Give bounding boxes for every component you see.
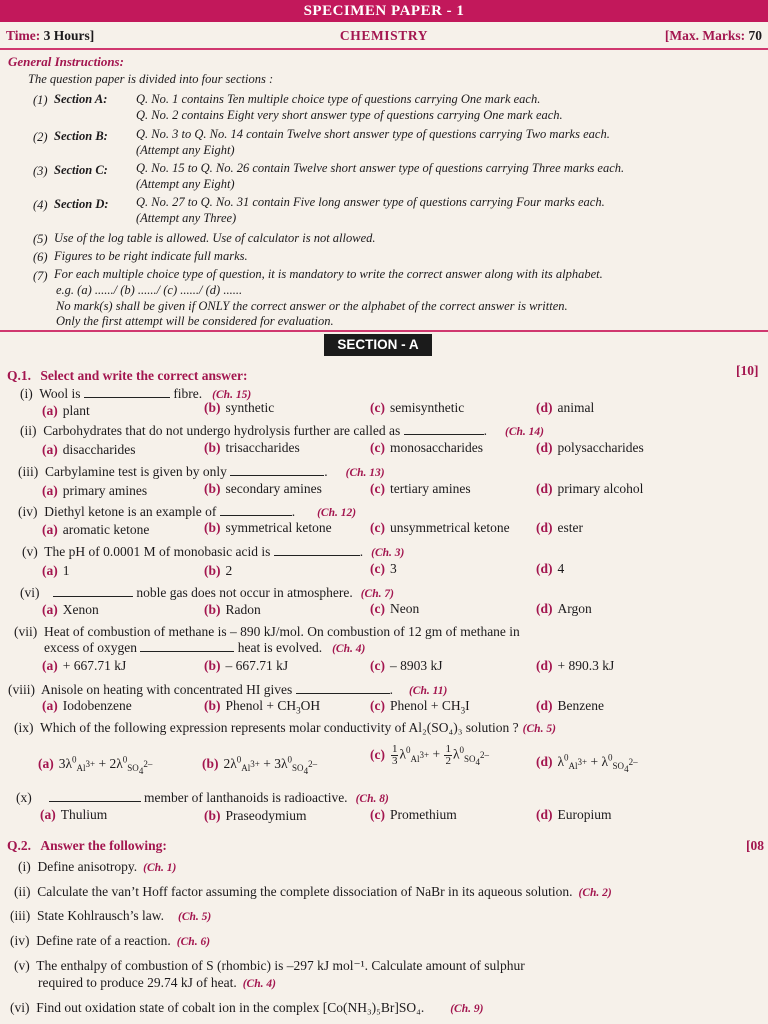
option-b: (b) secondary amines xyxy=(204,481,322,496)
instruction-section: Section D: xyxy=(54,197,109,211)
instructions-title: General Instructions: xyxy=(8,54,124,69)
item-text: Diethyl ketone is an example of xyxy=(44,504,217,519)
instruction-num: (7) xyxy=(33,269,48,283)
marks-label: [Max. Marks: xyxy=(664,28,746,43)
item-text: Carbohydrates that do not undergo hydrolysis further are called as xyxy=(43,423,401,438)
instruction-line: Q. No. 2 contains Eight very short answer type of questions carrying One mark each. xyxy=(136,108,563,122)
chapter-ref: (Ch. 9) xyxy=(450,1003,484,1015)
instruction-line: No mark(s) shall be given if ONLY the correct answer or the alphabet of the correct answer is written. xyxy=(56,299,568,313)
instruction-num: (2) xyxy=(33,130,48,144)
item-text: heat is evolved. xyxy=(237,640,323,655)
header-row xyxy=(6,26,762,46)
option-d: (d) Argon xyxy=(536,601,592,616)
q2-marks: [08 xyxy=(746,838,764,853)
option-c: (c) Promethium xyxy=(370,807,457,822)
item-number: (iv) xyxy=(10,933,30,948)
instruction-line: For each multiple choice type of question, it is mandatory to write the correct answer along with its alphabet. xyxy=(54,267,603,281)
time-label: Time: xyxy=(6,28,41,43)
instruction-line: (Attempt any Eight) xyxy=(136,177,235,191)
option-text: animal xyxy=(557,400,595,415)
option-d: (d) $\lambda^0_{Al^{3+}} + \lambda^0_{SO_4^{2-}}$ xyxy=(536,752,638,774)
instruction-line: e.g. (a) ....../ (b) ....../ (c) ....../ (d) ...... xyxy=(56,283,243,297)
chapter-ref: (Ch. 5) xyxy=(522,723,556,735)
answer-blank xyxy=(230,464,324,476)
option-a: (a) disaccharides xyxy=(42,442,136,457)
instruction-line: Q. No. 27 to Q. No. 31 contain Five long answer type of questions carrying Four marks each. xyxy=(136,195,605,209)
item-number: (ii) xyxy=(14,884,31,899)
item-number: (v) xyxy=(14,958,30,973)
chapter-ref: (Ch. 15) xyxy=(212,389,252,401)
option-b: (b) – 667.71 kJ xyxy=(204,658,289,673)
question-item xyxy=(20,423,544,439)
item-number: (i) xyxy=(20,386,33,401)
chapter-ref: (Ch. 6) xyxy=(176,936,211,948)
option-c: (c) tertiary amines xyxy=(370,481,471,496)
q2-item xyxy=(10,933,210,949)
option-c: (c) Neon xyxy=(370,601,420,616)
chapter-ref: (Ch. 5) xyxy=(177,911,212,923)
option-d: (d) Europium xyxy=(536,807,612,822)
instruction-section: Section B: xyxy=(54,129,108,143)
item-text: . xyxy=(359,544,364,559)
option-d: (d) ester xyxy=(536,520,583,535)
option-a: (a) primary amines xyxy=(42,483,148,498)
chapter-ref: (Ch. 14) xyxy=(505,426,545,438)
instruction-num: (4) xyxy=(33,198,48,212)
item-text: The enthalpy of combustion of S (rhombic) is –297 kJ mol⁻¹. Calculate amount of sulphur xyxy=(36,958,525,973)
instruction-num: (3) xyxy=(33,164,48,178)
item-text: Carbylamine test is given by only xyxy=(45,464,227,479)
chapter-ref: (Ch. 7) xyxy=(360,588,394,600)
item-number: (viii) xyxy=(8,682,35,697)
option-a: (a) + 667.71 kJ xyxy=(42,658,127,673)
instruction-line: (Attempt any Eight) xyxy=(136,143,235,157)
item-text: Calculate the van’t Hoff factor assuming the complete dissociation of NaBr in its aqueous solution. xyxy=(37,884,573,899)
subject-title: CHEMISTRY xyxy=(339,28,429,43)
item-text: Which of the following expression represents molar conductivity of Al₂(SO₄)₃ solution ? xyxy=(40,720,519,735)
item-number: (i) xyxy=(18,859,31,874)
answer-blank xyxy=(53,585,133,597)
instruction-line: (Attempt any Three) xyxy=(136,211,237,225)
option-b: (b) Praseodymium xyxy=(204,808,307,823)
q1-heading xyxy=(7,368,247,384)
header-divider xyxy=(0,48,768,50)
item-text: The pH of 0.0001 M of monobasic acid is xyxy=(44,544,271,559)
option-b: (b) trisaccharides xyxy=(204,440,300,455)
instruction-num: (1) xyxy=(33,93,48,107)
answer-blank xyxy=(274,544,360,556)
option-b: (b) symmetrical ketone xyxy=(204,520,332,535)
option-a: (a) 1 xyxy=(42,563,70,578)
chapter-ref: (Ch. 4) xyxy=(332,643,366,655)
option-a: (a) Iodobenzene xyxy=(42,698,132,713)
item-number: (v) xyxy=(22,544,38,559)
item-text: excess of oxygen xyxy=(44,640,137,655)
chapter-ref: (Ch. 12) xyxy=(317,507,357,519)
instruction-section: Section A: xyxy=(54,92,108,106)
marks-info xyxy=(665,28,762,44)
item-text: member of lanthanoids is radioactive. xyxy=(144,790,348,805)
item-number: (vii) xyxy=(14,624,38,639)
section-a-heading: SECTION - A xyxy=(324,334,432,356)
question-item xyxy=(22,544,404,560)
q2-item xyxy=(10,1000,483,1016)
question-item xyxy=(18,464,385,480)
q1-title: Select and write the correct answer: xyxy=(40,368,248,383)
instruction-line: Q. No. 15 to Q. No. 26 contain Twelve short answer type of questions carrying Three marks each. xyxy=(136,161,625,175)
question-item xyxy=(8,682,447,698)
instruction-num: (5) xyxy=(33,232,48,246)
option-text: plant xyxy=(62,403,90,418)
chapter-ref: (Ch. 8) xyxy=(355,793,389,805)
item-number: (vi) xyxy=(10,1000,30,1015)
item-number: (x) xyxy=(16,790,32,805)
q2-number: Q.2. xyxy=(7,838,32,853)
q1-number: Q.1. xyxy=(7,368,32,383)
chapter-ref: (Ch. 11) xyxy=(408,685,448,697)
q2-item xyxy=(14,958,525,974)
answer-blank xyxy=(140,640,234,652)
item-text: Define rate of a reaction. xyxy=(36,933,171,948)
item-text: fibre. xyxy=(173,386,203,401)
instructions-divider xyxy=(0,330,768,332)
option-a: (a) $3\lambda^0_{Al^{3+}} + 2\lambda^0_{SO_4^{2-}}$ xyxy=(38,754,153,776)
option-a: (a) plant xyxy=(42,403,90,418)
question-item xyxy=(16,790,389,806)
option-b: (b) Phenol + $CH_3OH$ xyxy=(204,698,321,716)
question-item-continued xyxy=(44,640,365,656)
option-d: (d) Benzene xyxy=(536,698,604,713)
question-item xyxy=(14,624,520,640)
item-number: (iii) xyxy=(18,464,39,479)
instruction-section: Section C: xyxy=(54,163,108,177)
paper-banner: SPECIMEN PAPER - 1 xyxy=(0,0,768,22)
item-text: required to produce 29.74 kJ of heat. xyxy=(38,975,237,990)
chapter-ref: (Ch. 3) xyxy=(371,547,405,559)
option-c: (c) – 8903 kJ xyxy=(370,658,443,673)
item-text: . xyxy=(324,464,328,479)
question-item xyxy=(18,504,356,520)
q2-item xyxy=(14,884,612,900)
option-d: (d) 4 xyxy=(536,561,565,576)
option-d: (d) + 890.3 kJ xyxy=(536,658,615,673)
item-text: Heat of combustion of methane is – 890 kJ/mol. On combustion of 12 gm of methane in xyxy=(44,624,520,639)
option-a: (a) aromatic ketone xyxy=(42,522,150,537)
option-b: (b) $2\lambda^0_{Al^{3+}} + 3\lambda^0_{SO_4^{2-}}$ xyxy=(202,754,318,776)
option-d: (d) primary alcohol xyxy=(536,481,644,496)
item-text: Anisole on heating with concentrated HI gives xyxy=(41,682,293,697)
chapter-ref: (Ch. 13) xyxy=(345,467,385,479)
option-d: (d) animal xyxy=(536,400,595,415)
item-text: Find out oxidation state of cobalt ion in the complex [Co(NH₃)₅Br]SO₄. xyxy=(36,1000,425,1015)
item-text: . xyxy=(291,504,296,519)
instruction-line: Q. No. 1 contains Ten multiple choice type of questions carrying One mark each. xyxy=(136,92,541,106)
chapter-ref: (Ch. 1) xyxy=(143,862,177,874)
option-b: (b) Radon xyxy=(204,602,261,617)
answer-blank xyxy=(84,386,170,398)
option-c: (c) Phenol + $CH_3I$ xyxy=(370,698,470,716)
option-c: (c) semisynthetic xyxy=(370,400,465,415)
answer-blank xyxy=(49,790,141,802)
chapter-ref: (Ch. 4) xyxy=(242,978,276,990)
instructions-intro: The question paper is divided into four sections : xyxy=(28,72,274,86)
option-c: (c) monosaccharides xyxy=(370,440,483,455)
question-item xyxy=(14,720,556,736)
option-c: (c) $\frac{1}{3}$ $\lambda^0_{Al^{3+}}$ + $\frac{1}{2}$ $\lambda^0_{SO_4^{2-}}$ xyxy=(370,743,490,768)
instruction-num: (6) xyxy=(33,250,48,264)
item-text: Define anisotropy. xyxy=(37,859,138,874)
q2-title: Answer the following: xyxy=(40,838,167,853)
option-b: (b) synthetic xyxy=(204,400,275,415)
item-text: noble gas does not occur in atmosphere. xyxy=(136,585,353,600)
q2-heading xyxy=(7,838,167,854)
item-number: (iv) xyxy=(18,504,38,519)
answer-blank xyxy=(404,423,484,435)
item-number: (vi) xyxy=(20,585,40,600)
instruction-line: Q. No. 3 to Q. No. 14 contain Twelve short answer type of questions carrying Two marks each. xyxy=(136,127,610,141)
q2-item xyxy=(18,859,176,875)
question-item xyxy=(20,585,394,601)
answer-blank xyxy=(220,504,292,516)
option-text: semisynthetic xyxy=(389,400,465,415)
option-a: (a) Thulium xyxy=(40,807,108,822)
option-d: (d) polysaccharides xyxy=(536,440,644,455)
item-text: Wool is xyxy=(39,386,81,401)
instruction-line: Use of the log table is allowed. Use of calculator is not allowed. xyxy=(54,231,376,245)
q2-item-continued xyxy=(38,975,276,991)
item-number: (iii) xyxy=(10,908,31,923)
option-text: synthetic xyxy=(225,400,275,415)
instruction-line: Figures to be right indicate full marks. xyxy=(54,249,248,263)
option-c: (c) unsymmetrical ketone xyxy=(370,520,510,535)
option-b: (b) 2 xyxy=(204,563,233,578)
instruction-line: Only the first attempt will be considered for evaluation. xyxy=(56,314,334,328)
marks-value: 70 xyxy=(748,28,762,43)
item-text: State Kohlrausch’s law. xyxy=(37,908,164,923)
option-c: (c) 3 xyxy=(370,561,397,576)
item-number: (ii) xyxy=(20,423,37,438)
time-value: 3 Hours] xyxy=(43,28,95,43)
option-a: (a) Xenon xyxy=(42,602,99,617)
q1-marks: [10] xyxy=(736,363,759,378)
q2-item xyxy=(10,908,211,924)
answer-blank xyxy=(296,682,390,694)
item-text: . xyxy=(389,682,393,697)
chapter-ref: (Ch. 2) xyxy=(578,887,612,899)
item-text: . xyxy=(483,423,488,438)
item-number: (ix) xyxy=(14,720,34,735)
